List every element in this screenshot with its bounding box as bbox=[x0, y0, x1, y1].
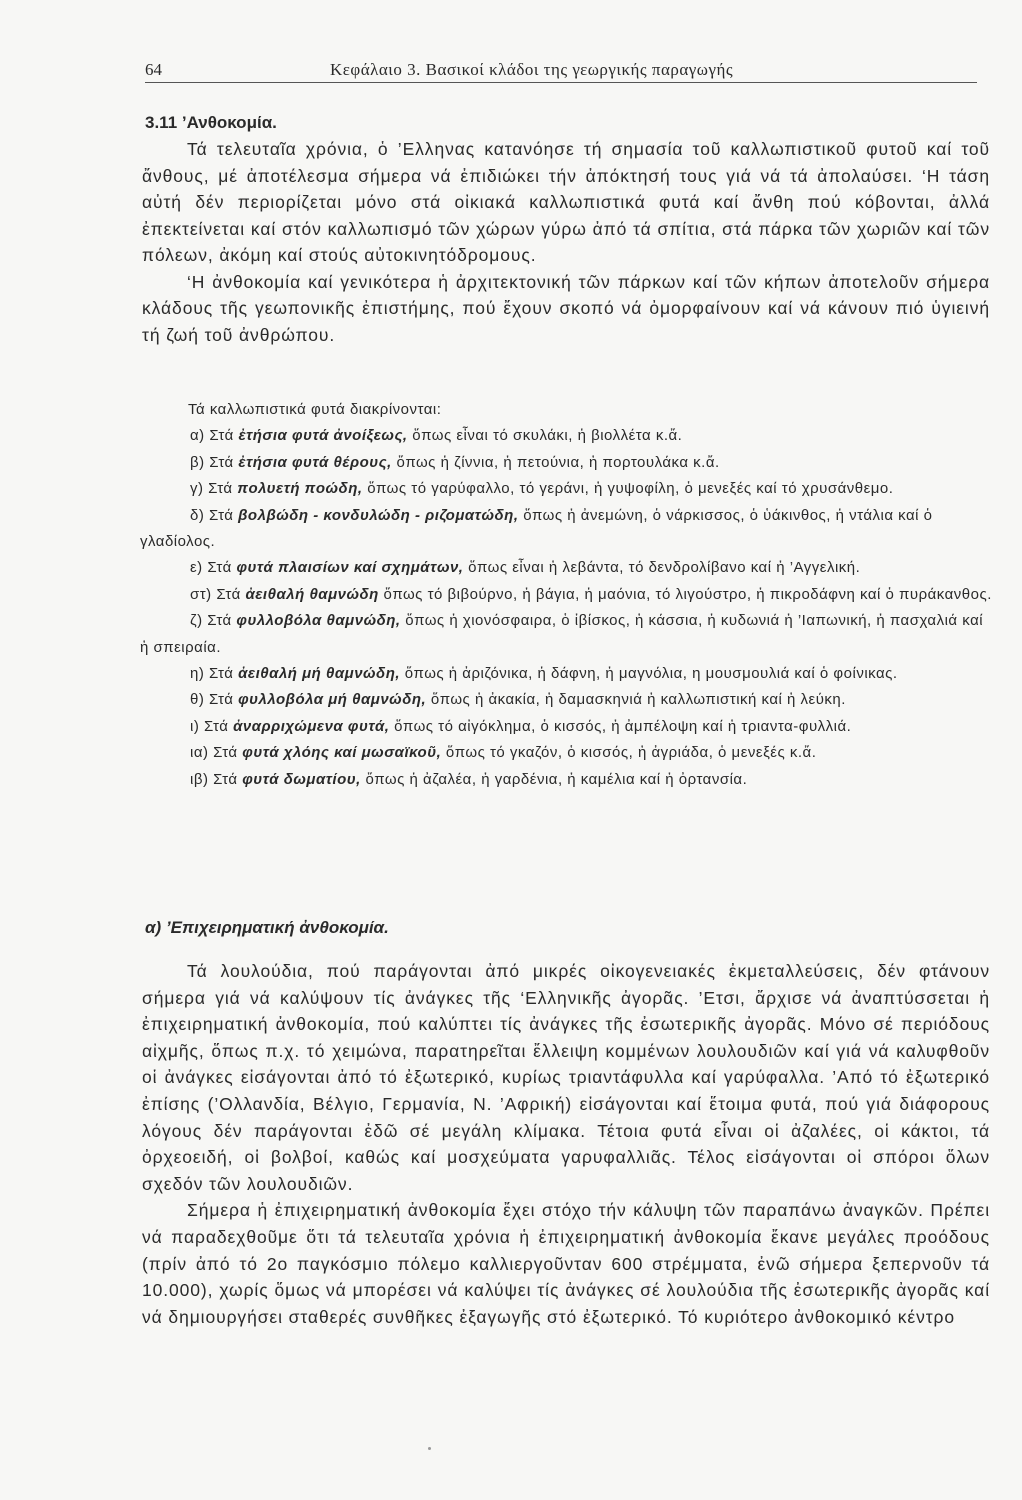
item-examples: ὅπως ἡ ἀζαλέα, ἡ γαρδένια, ἡ καμέλια καί ἡ ὀρτανσία. bbox=[360, 770, 748, 788]
list-item bbox=[140, 450, 992, 476]
item-examples: ὅπως ἡ ζίννια, ἡ πετούνια, ἡ πορτουλάκα κ.ἄ. bbox=[391, 453, 720, 471]
item-prefix: ι) Στά bbox=[190, 717, 234, 735]
item-term: πολυετή ποώδη, bbox=[237, 480, 363, 498]
section-title: 3.11 ’Ανθοκομία. bbox=[145, 113, 277, 132]
item-prefix: ια) Στά bbox=[190, 744, 243, 762]
item-term: φυλλοβόλα μή θαμνώδη, bbox=[238, 691, 427, 709]
item-prefix: στ) Στά bbox=[190, 585, 246, 603]
list-item bbox=[140, 608, 992, 661]
item-prefix: γ) Στά bbox=[190, 480, 238, 498]
item-examples: ὅπως τό γκαζόν, ὁ κισσός, ἡ ἀγριάδα, ὁ μενεξές κ.ἄ. bbox=[441, 744, 817, 762]
item-prefix: α) Στά bbox=[190, 427, 239, 445]
paragraph: Τά τελευταῖα χρόνια, ὁ ’Ελληνας κατανόησε τή σημασία τοῦ καλλωπιστικοῦ φυτοῦ καί τοῦ ἄνθους, μέ ἀποτέλεσμα σήμερα νά ἐπιδιώκει τήν ἀπόκτησή τους γιά νά τά ἀπολαύσει. ‘Η τάση αὐτή δέν περιορίζεται μόνο στά οἰκιακά καλλωπιστικά φυτά καί ἄνθη πού κόβονται, ἀλλά ἐπεκτείνεται καί στόν καλλωπισμό τῶν χώρων γύρω ἀπό τά σπίτια, στά πάρκα τῶν χωριῶν καί τῶν πόλεων, ἀκόμη καί στούς αὐτοκινητόδρομους. bbox=[142, 139, 990, 265]
item-prefix: β) Στά bbox=[190, 453, 239, 471]
paragraph: Σήμερα ἡ ἐπιχειρηματική ἀνθοκομία ἔχει στόχο τήν κάλυψη τῶν παραπάνω ἀναγκῶν. Πρέπει νά παραδεχθοῦμε ὅτι τά τελευταῖα χρόνια ἡ ἐπιχειρηματική ἀνθοκομία ἔκανε μεγάλες προόδους (πρίν ἀπό τό 2ο παγκόσμιο πόλεμο καλλιεργοῦνταν 600 στρέμματα, ἐνῶ σήμερα ξεπερνοῦν τά 10.000), χωρίς ὅμως νά μπορέσει νά καλύψει τίς ἀνάγκες σέ λουλούδια τῆς ἐσωτερικῆς ἀγορᾶς καί νά δημιουργήσει σταθερές συνθῆκες ἐξαγωγῆς στό ἐξωτερικό. Τό κυριότερο ἀνθοκομικό κέντρο bbox=[142, 1200, 990, 1327]
item-examples: ὅπως ἡ χιονόσφαιρα, ὁ ἰβίσκος, ἡ κάσσια, ἡ κυδωνιά ἡ ’Ιαπωνική, ἡ πασχαλιά καί ἡ σπειραία. bbox=[140, 612, 984, 656]
item-prefix: ιβ) Στά bbox=[190, 770, 243, 788]
list-intro: Τά καλλωπιστικά φυτά διακρίνονται: bbox=[188, 401, 442, 418]
chapter-title: Κεφάλαιο 3. Βασικοί κλάδοι της γεωργικής παραγωγής bbox=[330, 60, 734, 79]
paragraph: Τά λουλούδια, πού παράγονται ἀπό μικρές οἰκογενειακές ἐκμεταλλεύσεις, δέν φτάνουν σήμερα γιά νά καλύψουν τίς ἀνάγκες τῆς ‘Ελληνικῆς ἀγορᾶς. ’Ετσι, ἄρχισε νά ἀναπτύσσεται ἡ ἐπιχειρηματική ἀνθοκομία, πού καλύπτει τίς ἀνάγκες τῆς ἐσωτερικῆς ἀγορᾶς. Μόνο σέ περιόδους αἰχμῆς, ὅπως π.χ. τό χειμώνα, παρατηρεῖται ἔλλειψη κομμένων λουλουδιῶν καί γιά νά καλυφθοῦν οἱ ἀνάγκες εἰσάγονται ἀπό τό ἐξωτερικό, κυρίως τριαντάφυλλα καί γαρύφαλλα. ’Από τό ἐξωτερικό ἐπίσης (’Ολλανδία, Βέλγιο, Γερμανία, Ν. ’Αφρική) εἰσάγονται καί ἕτοιμα φυτά, πού γιά διάφορους λόγους δέν παράγονται ἐδῶ σέ μεγάλη κλίμακα. Τέτοια φυτά εἶναι οἱ ἀζαλέες, οἱ κάκτοι, τά ὀρχεοειδή, οἱ βολβοί, καθώς καί μοσχεύματα γαρυφαλλιᾶς. Τέλος εἰσάγονται οἱ σπόροι ὅλων σχεδόν τῶν λουλουδιῶν. bbox=[142, 961, 990, 1194]
list-item bbox=[140, 555, 992, 581]
list-item bbox=[140, 740, 992, 766]
section-intro bbox=[142, 136, 990, 348]
scan-speck bbox=[428, 1447, 431, 1450]
item-prefix: η) Στά bbox=[190, 665, 239, 683]
item-term: ἐτήσια φυτά θέρους, bbox=[238, 453, 392, 471]
item-prefix: θ) Στά bbox=[190, 691, 239, 709]
list-item bbox=[140, 423, 992, 449]
item-term: ἀειθαλή μή θαμνώδη, bbox=[238, 665, 401, 683]
item-term: φυτά δωματίου, bbox=[242, 770, 361, 788]
subsection-body bbox=[142, 958, 990, 1330]
item-term: φυλλοβόλα θαμνώδη, bbox=[236, 612, 401, 630]
list-item bbox=[140, 687, 992, 713]
list-item bbox=[140, 476, 992, 502]
list-item bbox=[140, 582, 992, 608]
item-examples: ὅπως εἶναι τό σκυλάκι, ἡ βιολλέτα κ.ἄ. bbox=[407, 427, 683, 445]
item-term: φυτά πλαισίων καί σχημάτων, bbox=[236, 559, 464, 577]
item-term: βολβώδη - κονδυλώδη - ριζοματώδη, bbox=[238, 506, 519, 524]
item-prefix: ε) Στά bbox=[190, 559, 237, 577]
item-prefix: ζ) Στά bbox=[190, 612, 237, 630]
subsection-title: α) ’Επιχειρηματική ἀνθοκομία. bbox=[145, 918, 389, 937]
item-examples: ὅπως ἡ ἀκακία, ἡ δαμασκηνιά ἡ καλλωπιστική καί ἡ λεύκη. bbox=[426, 691, 846, 709]
item-examples: ὅπως ἡ ἀριζόνικα, ἡ δάφνη, ἡ μαγνόλια, η μουσμουλιά καί ὁ φοίνικας. bbox=[400, 665, 898, 683]
item-examples: ὅπως τό γαρύφαλλο, τό γεράνι, ἡ γυψοφίλη, ὁ μενεξές καί τό χρυσάνθεμο. bbox=[362, 480, 894, 498]
item-prefix: δ) Στά bbox=[190, 506, 239, 524]
list-item bbox=[140, 714, 992, 740]
list-item bbox=[140, 767, 992, 793]
item-term: ἀναρριχώμενα φυτά, bbox=[233, 717, 390, 735]
item-examples: ὅπως τό βιβούρνο, ἡ βάγια, ἡ μαόνια, τό λιγούστρο, ἡ πικροδάφνη καί ὁ πυράκανθος. bbox=[378, 585, 992, 603]
item-examples: ὅπως τό αἰγόκλημα, ὁ κισσός, ἡ ἀμπέλοψη καί ἡ τριαντα-φυλλιά. bbox=[389, 717, 852, 735]
page-header bbox=[145, 56, 977, 83]
item-term: ἐτήσια φυτά ἀνοίξεως, bbox=[238, 427, 408, 445]
list-item bbox=[140, 661, 992, 687]
item-examples: ὅπως ἡ ἀνεμώνη, ὁ νάρκισσος, ὁ ὑάκινθος, ἡ ντάλια καί ὁ γλαδίολος. bbox=[140, 506, 933, 551]
item-term: ἀειθαλή θαμνώδη bbox=[245, 585, 379, 603]
item-term: φυτά χλόης καί μωσαϊκοῦ, bbox=[242, 744, 442, 762]
page-number: 64 bbox=[145, 60, 162, 79]
paragraph: ‘Η ἀνθοκομία καί γενικότερα ἡ ἀρχιτεκτονική τῶν πάρκων καί τῶν κήπων ἀποτελοῦν σήμερα κλάδους τῆς γεωπονικῆς ἐπιστήμης, πού ἔχουν σκοπό νά ὀμορφαίνουν καί νά κάνουν πιό ὑγιεινή τή ζωή τοῦ ἀνθρώπου. bbox=[142, 271, 990, 345]
list-item bbox=[140, 503, 992, 556]
item-examples: ὅπως εἶναι ἡ λεβάντα, τό δενδρολίβανο καί ἡ ’Αγγελική. bbox=[463, 559, 861, 577]
classification-list bbox=[140, 397, 992, 793]
